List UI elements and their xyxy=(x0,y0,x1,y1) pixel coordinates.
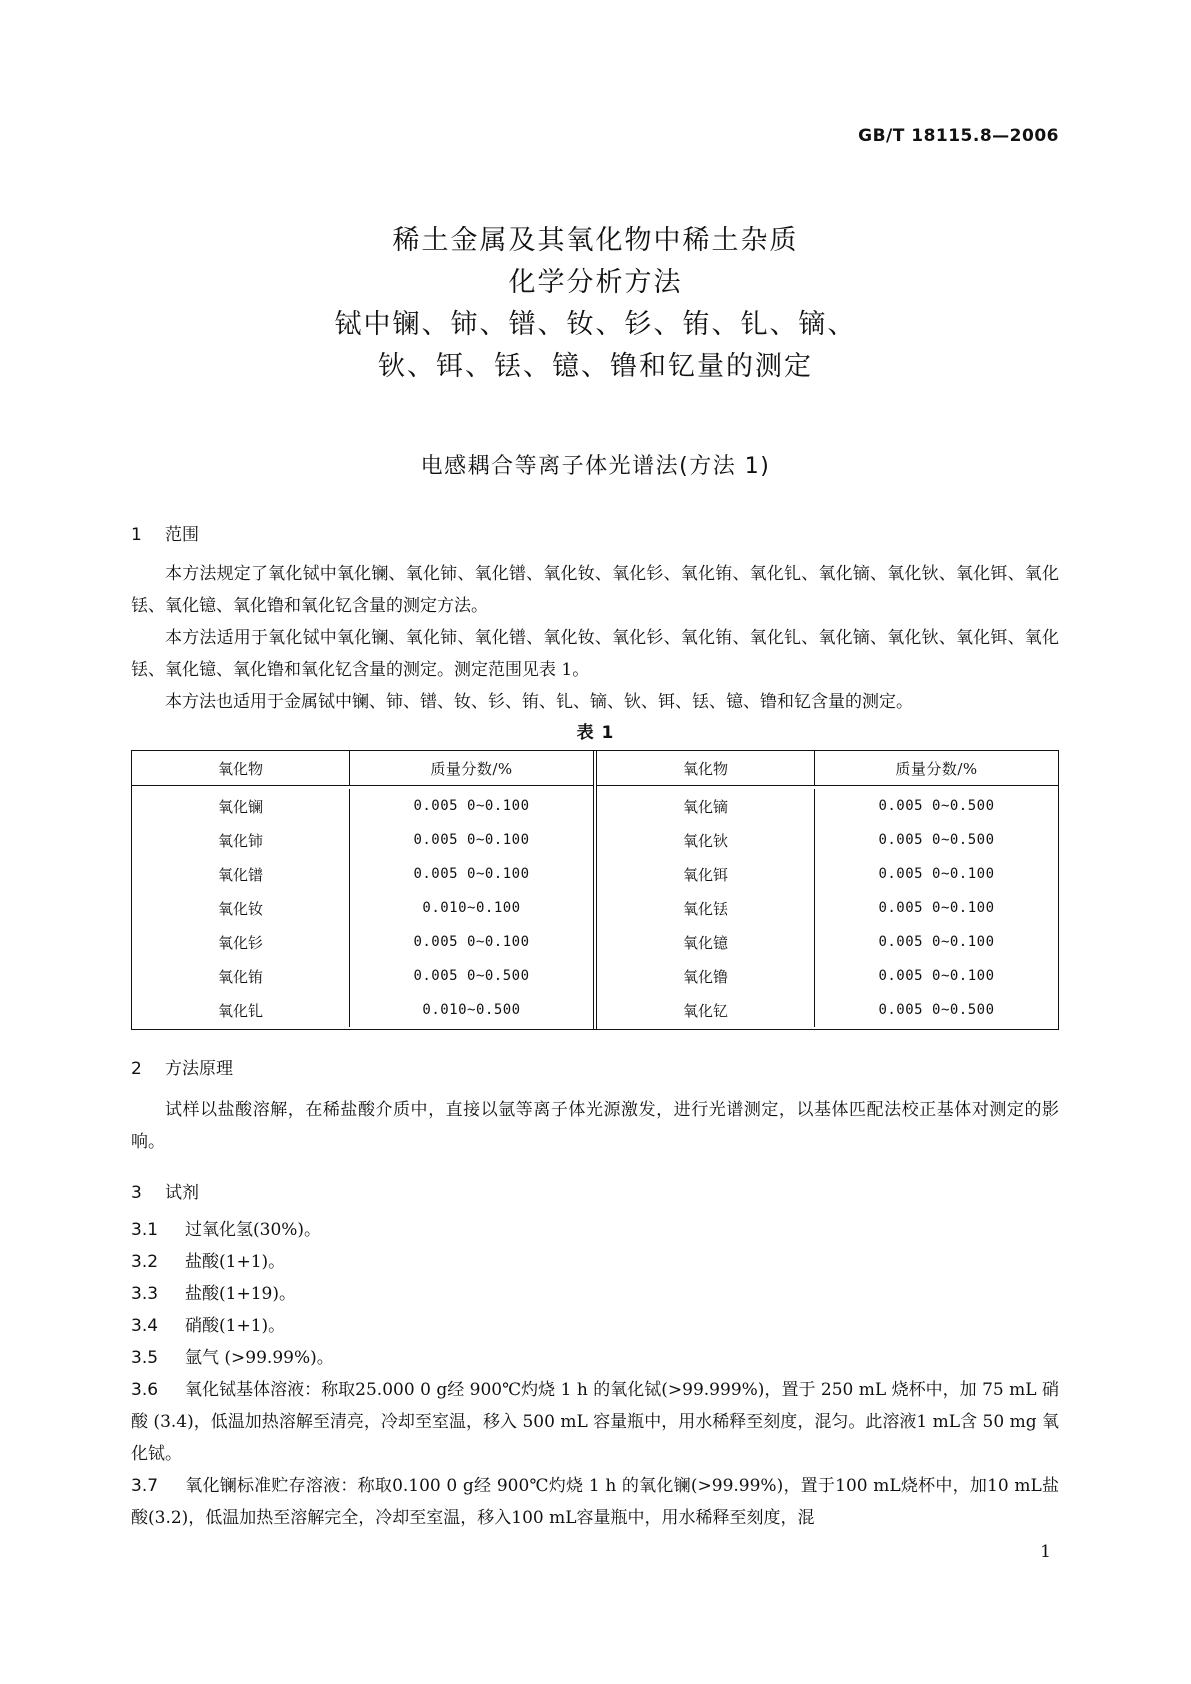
range-cell: 0.010~0.100 xyxy=(422,900,521,916)
table-row xyxy=(597,857,1058,891)
item-text: 氩气 (>99.99%)。 xyxy=(185,1348,334,1368)
table-row xyxy=(597,823,1058,857)
table-row xyxy=(132,993,593,1027)
document-title xyxy=(0,220,1191,388)
reagent-item xyxy=(131,1342,1059,1374)
item-number: 3.5 xyxy=(131,1348,159,1368)
range-cell: 0.005 0~0.100 xyxy=(878,900,995,916)
range-cell: 0.005 0~0.100 xyxy=(413,866,530,882)
oxide-cell: 氧化铒 xyxy=(597,857,815,891)
table-row xyxy=(597,993,1058,1027)
table-row xyxy=(132,891,593,925)
oxide-cell: 氧化铈 xyxy=(132,823,350,857)
header-cell-oxide: 氧化物 xyxy=(132,751,350,785)
table-row xyxy=(597,959,1058,993)
range-cell: 0.005 0~0.100 xyxy=(413,798,530,814)
title-line: 铽中镧、铈、镨、钕、钐、铕、钆、镝、 xyxy=(334,309,857,340)
title-line: 化学分析方法 xyxy=(508,267,683,298)
item-text: 过氧化氢(30%)。 xyxy=(185,1220,322,1240)
item-number: 3.1 xyxy=(131,1220,159,1240)
table-caption: 表 1 xyxy=(576,723,615,743)
item-number: 3.7 xyxy=(131,1476,159,1496)
table-row xyxy=(597,789,1058,823)
range-cell: 0.005 0~0.100 xyxy=(878,866,995,882)
item-number: 3.3 xyxy=(131,1284,159,1304)
table-header-row xyxy=(597,751,1058,786)
section-title: 试剂 xyxy=(165,1183,199,1203)
section-title: 范围 xyxy=(165,525,199,545)
reagent-item xyxy=(131,1470,1059,1534)
table-row xyxy=(132,925,593,959)
oxide-cell: 氧化镝 xyxy=(597,789,815,823)
title-line: 钬、铒、铥、镱、镥和钇量的测定 xyxy=(378,351,813,382)
document-subtitle: 电感耦合等离子体光谱法(方法 1) xyxy=(420,454,771,479)
reagent-item xyxy=(131,1310,1059,1342)
item-number: 3.4 xyxy=(131,1316,159,1336)
oxide-cell: 氧化镨 xyxy=(132,857,350,891)
item-number: 3.2 xyxy=(131,1252,159,1272)
header-cell-oxide: 氧化物 xyxy=(597,751,815,785)
section-title: 方法原理 xyxy=(165,1059,233,1079)
table-row xyxy=(132,959,593,993)
paragraph: 本方法规定了氧化铽中氧化镧、氧化铈、氧化镨、氧化钕、氧化钐、氧化铕、氧化钆、氧化镝、氧化钬、氧化铒、氧化铥、氧化镱、氧化镥和氧化钇含量的测定方法。 xyxy=(131,564,1059,616)
reagent-item xyxy=(131,1374,1059,1470)
range-cell: 0.005 0~0.500 xyxy=(878,832,995,848)
oxide-cell: 氧化镥 xyxy=(597,959,815,993)
item-text: 硝酸(1+1)。 xyxy=(185,1316,286,1336)
item-text: 盐酸(1+19)。 xyxy=(185,1284,296,1304)
table-row xyxy=(132,857,593,891)
paragraph: 本方法也适用于金属铽中镧、铈、镨、钕、钐、铕、钆、镝、钬、铒、铥、镱、镥和钇含量的测定。 xyxy=(165,692,913,712)
header-cell-mass-fraction: 质量分数/% xyxy=(430,759,513,778)
range-cell: 0.005 0~0.500 xyxy=(413,968,530,984)
oxide-cell: 氧化铕 xyxy=(132,959,350,993)
table-row xyxy=(132,789,593,823)
range-cell: 0.010~0.500 xyxy=(422,1002,521,1018)
reagent-item xyxy=(131,1278,1059,1310)
oxide-cell: 氧化铥 xyxy=(597,891,815,925)
reagent-item xyxy=(131,1246,1059,1278)
paragraph: 试样以盐酸溶解，在稀盐酸介质中，直接以氩等离子体光源激发，进行光谱测定，以基体匹配法校正基体对测定的影响。 xyxy=(131,1100,1059,1152)
section-heading-reagents xyxy=(131,1178,199,1203)
oxide-cell: 氧化钐 xyxy=(132,925,350,959)
range-cell: 0.005 0~0.100 xyxy=(878,968,995,984)
table-row xyxy=(132,823,593,857)
section-number: 3 xyxy=(131,1183,142,1203)
oxide-cell: 氧化镱 xyxy=(597,925,815,959)
oxide-cell: 氧化钬 xyxy=(597,823,815,857)
item-text: 氧化铽基体溶液：称取25.000 0 g经 900℃灼烧 1 h 的氧化铽(>99.999%)，置于 250 mL 烧杯中，加 75 mL 硝酸 (3.4)，低温加热溶解至清亮，冷却至室温，移入 500 mL 容量瓶中，用水稀释至刻度，混匀。此溶液1 mL含 50 mg 氧化铽。 xyxy=(131,1380,1059,1464)
table-row xyxy=(597,925,1058,959)
range-cell: 0.005 0~0.100 xyxy=(413,832,530,848)
range-cell: 0.005 0~0.500 xyxy=(878,1002,995,1018)
section-heading-scope xyxy=(131,520,199,545)
section-heading-principle xyxy=(131,1054,233,1079)
header-cell-mass-fraction: 质量分数/% xyxy=(895,759,978,778)
table-header-row xyxy=(132,751,593,786)
item-text: 氧化镧标准贮存溶液：称取0.100 0 g经 900℃灼烧 1 h 的氧化镧(>99.99%)，置于100 mL烧杯中，加10 mL盐酸(3.2)，低温加热至溶解完全，冷却至室温，移入100 mL容量瓶中，用水稀释至刻度，混 xyxy=(131,1476,1059,1528)
standard-number: GB/T 18115.8—2006 xyxy=(858,126,1059,146)
item-text: 盐酸(1+1)。 xyxy=(185,1252,286,1272)
item-number: 3.6 xyxy=(131,1380,159,1400)
range-cell: 0.005 0~0.500 xyxy=(878,798,995,814)
paragraph: 本方法适用于氧化铽中氧化镧、氧化铈、氧化镨、氧化钕、氧化钐、氧化铕、氧化钆、氧化镝、氧化钬、氧化铒、氧化铥、氧化镱、氧化镥和氧化钇含量的测定。测定范围见表 1。 xyxy=(131,628,1059,680)
range-cell: 0.005 0~0.100 xyxy=(413,934,530,950)
oxide-cell: 氧化钇 xyxy=(597,993,815,1027)
reagent-item xyxy=(131,1214,1059,1246)
title-line: 稀土金属及其氧化物中稀土杂质 xyxy=(392,225,799,256)
page-number: 1 xyxy=(1040,1542,1051,1562)
table-left-half xyxy=(132,751,597,1029)
section-number: 2 xyxy=(131,1059,142,1079)
oxide-cell: 氧化钕 xyxy=(132,891,350,925)
table-row xyxy=(597,891,1058,925)
range-cell: 0.005 0~0.100 xyxy=(878,934,995,950)
range-table xyxy=(131,750,1059,1030)
section-number: 1 xyxy=(131,525,142,545)
table-right-half xyxy=(597,751,1058,1029)
oxide-cell: 氧化镧 xyxy=(132,789,350,823)
oxide-cell: 氧化钆 xyxy=(132,993,350,1027)
